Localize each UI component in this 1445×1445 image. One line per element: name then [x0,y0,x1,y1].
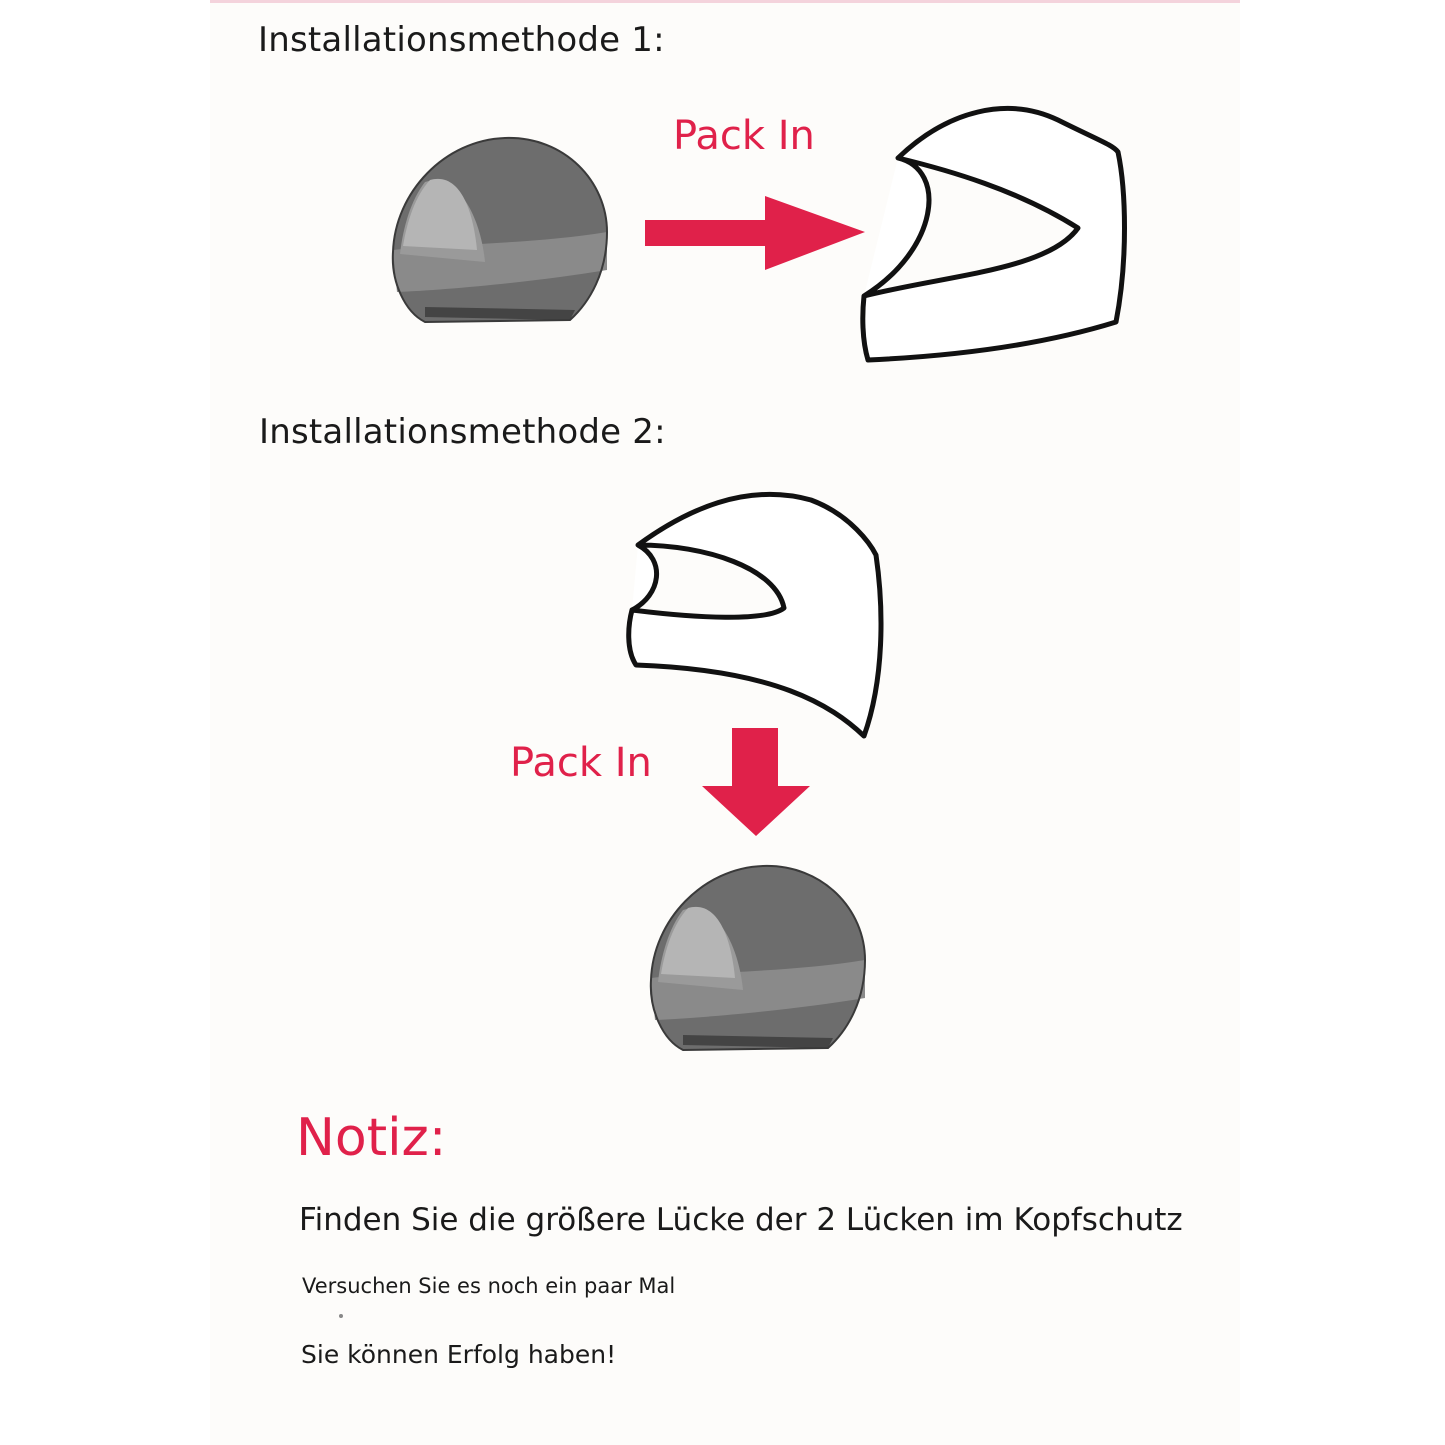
method2-arrow-label: Pack In [510,740,652,786]
arrow-down-icon [700,728,812,838]
helmet-icon [385,132,615,332]
note-line-3: Sie können Erfolg haben! [301,1340,617,1369]
note-title: Notiz: [296,1108,447,1168]
note-line-2: Versuchen Sie es noch ein paar Mal [302,1274,676,1298]
helmet-icon-2 [643,860,873,1060]
note-line-1: Finden Sie die größere Lücke der 2 Lücken im Kopfschutz [299,1202,1183,1238]
top-divider [210,0,1240,3]
method1-arrow-label: Pack In [673,113,815,159]
helmet-pad-outline-icon [858,100,1133,365]
method1-heading: Installationsmethode 1: [258,20,665,60]
method2-heading: Installationsmethode 2: [259,412,666,452]
arrow-right-icon [645,194,867,272]
helmet-pad-outline-icon-2 [626,490,888,740]
bullet-dot [339,1314,343,1318]
